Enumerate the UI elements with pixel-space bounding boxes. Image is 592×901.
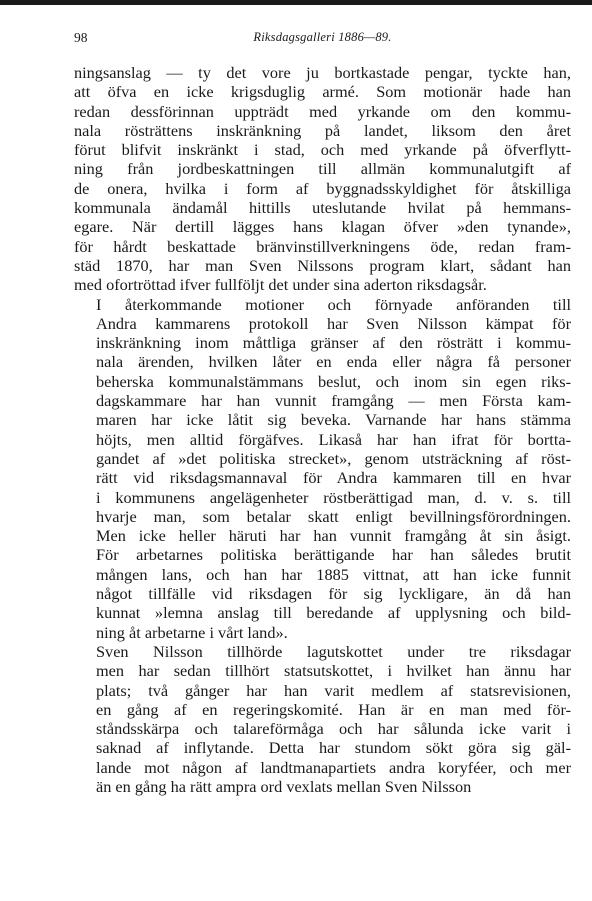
text-line: rätt vid riksdagsmannaval för Andra kammaren till en hvar [96, 468, 571, 488]
page-header [74, 30, 571, 50]
text-line: mången lans, och han har 1885 vittnat, att han icke funnit [96, 564, 571, 584]
text-line: I återkommande motioner och förnyade anföranden till [96, 294, 571, 314]
text-line: men har sedan tillhört statsutskottet, i hvilket han ännu har [96, 661, 571, 681]
text-line: Men icke heller häruti har han vunnit framgång åt sin åsigt. [96, 526, 571, 546]
text-line: med ofortröttad ifver fullföljt det under sina aderton riksdagsår. [74, 275, 487, 295]
text-line: plats; två gånger har han varit medlem af statsrevisionen, [96, 680, 571, 700]
running-title: Riksdagsgalleri 1886—89. [253, 30, 392, 44]
text-line: de onera, hvilka i form af byggnadsskyldighet för åtskilliga [74, 178, 571, 198]
text-line: städ 1870, har man Sven Nilssons program klart, sådant han [74, 255, 571, 275]
text-line: För arbetarnes politiska berättigande har han således brutit [96, 545, 571, 565]
text-line: gandet af »det politiska strecket», genom utsträckning af röst- [96, 448, 571, 468]
text-line: att öfva en icke krigsduglig armé. Som motionär hade han [74, 82, 571, 102]
book-page [74, 30, 571, 796]
text-line: ning åt arbetarne i vårt land». [96, 622, 288, 642]
text-line: ståndsskärpa och talareförmåga och har sålunda icke varit i [96, 719, 571, 739]
text-line: inskränkning inom måttliga gränser af den rösträtt i kommu- [96, 333, 571, 353]
paragraph [74, 63, 571, 295]
text-line: än en gång ha rätt ampra ord vexlats mellan Sven Nilsson [96, 776, 472, 796]
paragraph [74, 295, 571, 642]
text-line: i kommunens angelägenheter röstberättigad man, d. v. s. till [96, 487, 571, 507]
text-line: förut blifvit inskränkt i stad, och med yrkande på öfverflytt- [74, 140, 571, 160]
text-line: för hårdt beskattade bränvinstillverkningens öde, redan fram- [74, 236, 571, 256]
text-line: höjts, men alltid förgäfves. Likaså har han ifrat för bortta- [96, 429, 571, 449]
text-line: dagskammare har han vunnit framgång — men Första kam- [96, 391, 571, 411]
text-line: nala rösträttens inskränkning på landet, liksom den året [74, 120, 571, 140]
paragraph [74, 642, 571, 796]
text-line: lande mot någon af landtmanapartiets andra koryféer, och mer [96, 757, 571, 777]
text-line: kommunala ändamål hittills uteslutande hvilat på hemmans- [74, 198, 571, 218]
text-line: nala ärenden, hvilken låter en enda eller några få personer [96, 352, 571, 372]
text-line: Sven Nilsson tillhörde lagutskottet under tre riksdagar [96, 641, 571, 661]
text-line: beherska kommunalstämmans beslut, och inom sin egen riks- [96, 371, 571, 391]
text-line: kunnat »lemna anslag till beredande af upplysning och bild- [96, 603, 571, 623]
text-line: saknad af inflytande. Detta har stundom sökt göra sig gäl- [96, 738, 571, 758]
text-line: egare. När dertill lägges hans klagan öfver »den tynande», [74, 217, 571, 237]
text-line: ningsanslag — ty det vore ju bortkastade pengar, tyckte han, [74, 63, 571, 82]
page-number: 98 [74, 30, 88, 45]
text-line: något tillfälle vid riksdagen för sig lyckligare, än då han [96, 584, 571, 604]
page-top-edge [0, 0, 592, 5]
text-line: redan dessförinnan uppträdt med yrkande om den kommu- [74, 101, 571, 121]
text-line: maren har icke låtit sig beveka. Varnande har hans stämma [96, 410, 571, 430]
body-text [74, 63, 571, 796]
text-line: ning från jordbeskattningen till allmän kommunalutgift af [74, 159, 571, 179]
text-line: hvarje man, som betalar skatt enligt bevillningsförordningen. [96, 506, 571, 526]
text-line: Andra kammarens protokoll har Sven Nilsson kämpat för [96, 313, 571, 333]
text-line: en gång af en regeringskomité. Han är en man med för- [96, 699, 571, 719]
